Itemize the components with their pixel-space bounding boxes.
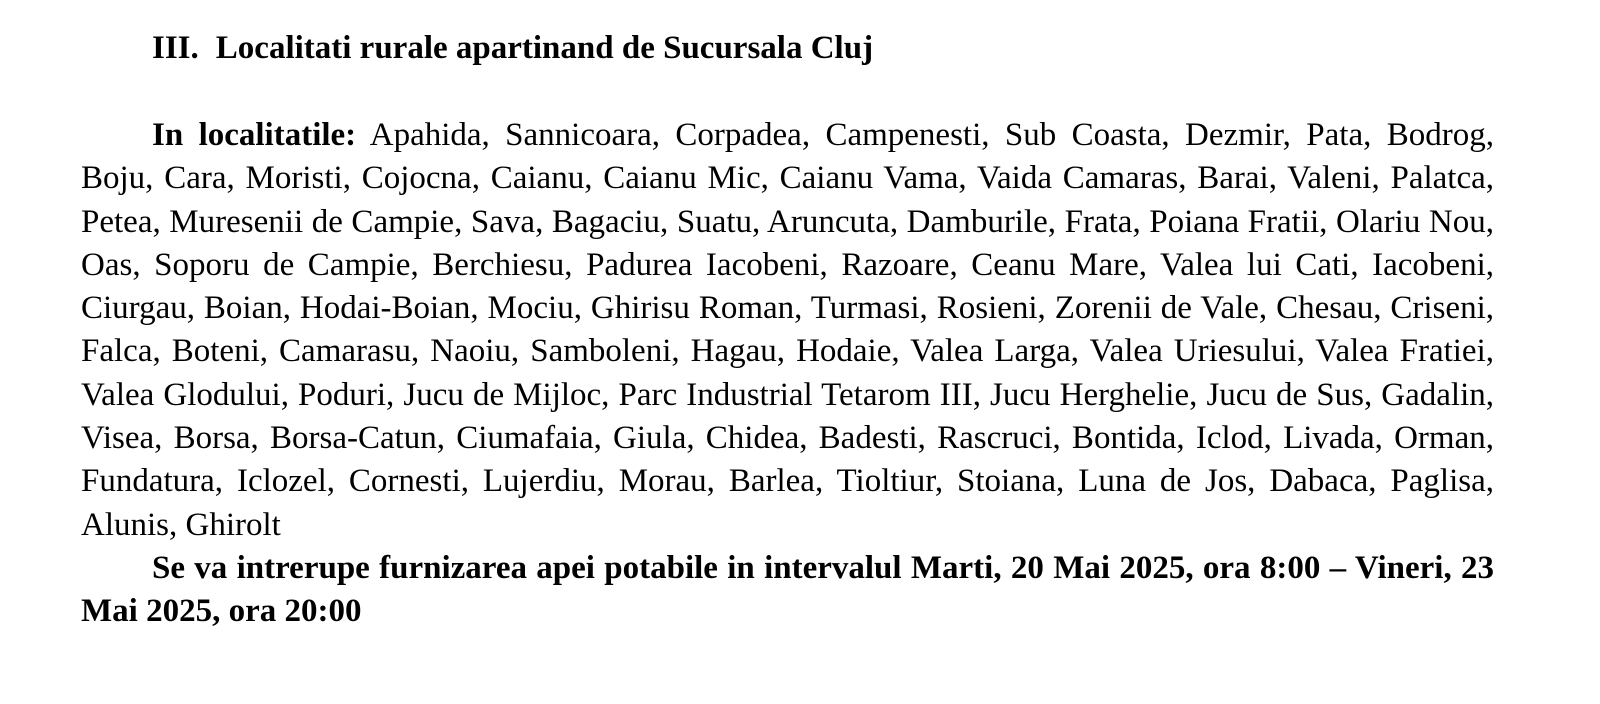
localities-lead: In localitatile: bbox=[152, 117, 357, 153]
section-number: III. bbox=[152, 30, 199, 66]
localities-paragraph bbox=[81, 114, 1494, 547]
document-page bbox=[81, 26, 1494, 634]
localities-list: Apahida, Sannicoara, Corpadea, Campenesti, Sub Coasta, Dezmir, Pata, Bodrog, Boju, Cara, Moristi, Cojocna, Caianu, Caianu Mic, Caianu Vama, Vaida Camaras, Barai, Valeni, Palatca, Petea, Muresenii de Campie, Sava, Bagaciu, Suatu, Aruncuta, Damburile, Frata, Poiana Fratii, Olariu Nou, Oas, Soporu de Campie, Berchiesu, Padurea Iacobeni, Razoare, Ceanu Mare, Valea lui Cati, Iacobeni, Ciurgau, Boian, Hodai-Boian, Mociu, Ghirisu Roman, Turmasi, Rosieni, Zorenii de Vale, Chesau, Criseni, Falca, Boteni, Camarasu, Naoiu, Samboleni, Hagau, Hodaie, Valea Larga, Valea Uriesului, Valea Fratiei, Valea Glodului, Poduri, Jucu de Mijloc, Parc Industrial Tetarom III, Jucu Herghelie, Jucu de Sus, Gadalin, Visea, Borsa, Borsa-Catun, Ciumafaia, Giula, Chidea, Badesti, Rascruci, Bontida, Iclod, Livada, Orman, Fundatura, Iclozel, Cornesti, Lujerdiu, Morau, Barlea, Tioltiur, Stoiana, Luna de Jos, Dabaca, Paglisa, Alunis, Ghirolt bbox=[81, 117, 1494, 543]
section-title: Localitati rurale apartinand de Sucursala Cluj bbox=[215, 30, 874, 66]
section-heading bbox=[81, 26, 1494, 70]
interruption-notice: Se va intrerupe furnizarea apei potabile in intervalul Marti, 20 Mai 2025, ora 8:00 – Vineri, 23 Mai 2025, ora 20:00 bbox=[81, 549, 1494, 630]
